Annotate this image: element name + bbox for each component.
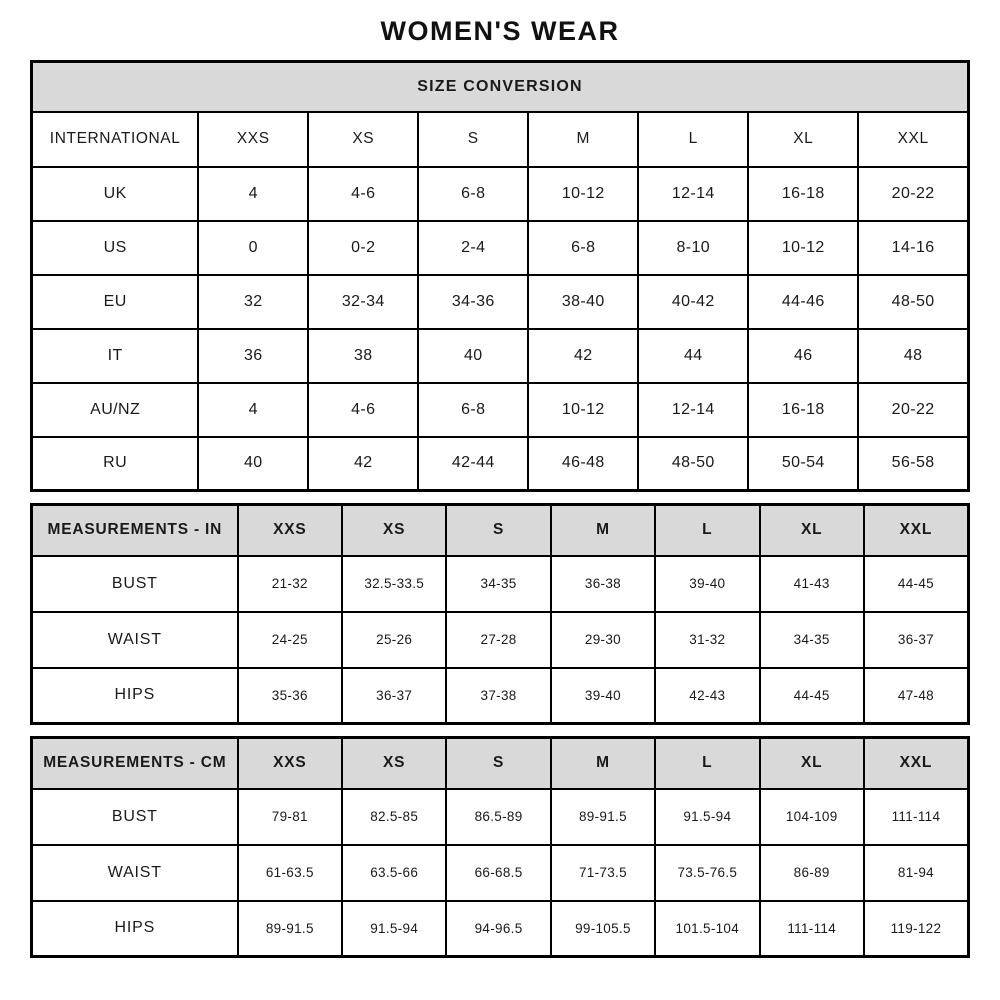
column-header: L xyxy=(655,738,759,789)
table-cell: 16-18 xyxy=(748,383,858,437)
table-cell: 0-2 xyxy=(308,221,418,275)
column-header: M xyxy=(551,505,655,556)
table-cell: 41-43 xyxy=(760,556,864,612)
row-label: RU xyxy=(32,437,199,491)
column-header: XXS xyxy=(238,738,342,789)
row-label: HIPS xyxy=(32,668,238,724)
table-cell: 34-36 xyxy=(418,275,528,329)
table-cell: 48-50 xyxy=(638,437,748,491)
table-cell: 20-22 xyxy=(858,383,968,437)
table-cell: 38-40 xyxy=(528,275,638,329)
column-header: XS xyxy=(308,112,418,167)
table-cell: 94-96.5 xyxy=(446,901,550,957)
table-cell: 91.5-94 xyxy=(655,789,759,845)
table-cell: 101.5-104 xyxy=(655,901,759,957)
row-label: EU xyxy=(32,275,199,329)
table-row xyxy=(32,612,969,668)
table-cell: 56-58 xyxy=(858,437,968,491)
column-header: XL xyxy=(748,112,858,167)
table-cell: 46 xyxy=(748,329,858,383)
table-cell: 0 xyxy=(198,221,308,275)
table-cell: 27-28 xyxy=(446,612,550,668)
row-label: UK xyxy=(32,167,199,221)
table-cell: 20-22 xyxy=(858,167,968,221)
table-cell: 29-30 xyxy=(551,612,655,668)
table-cell: 10-12 xyxy=(748,221,858,275)
table-cell: 44 xyxy=(638,329,748,383)
table-cell: 24-25 xyxy=(238,612,342,668)
table-cell: 39-40 xyxy=(655,556,759,612)
table-cell: 66-68.5 xyxy=(446,845,550,901)
row-label: HIPS xyxy=(32,901,238,957)
column-header: L xyxy=(638,112,748,167)
size-conversion-table xyxy=(30,60,970,492)
table-cell: 36 xyxy=(198,329,308,383)
table-title: MEASUREMENTS - CM xyxy=(32,738,238,789)
table-cell: 39-40 xyxy=(551,668,655,724)
column-header: XXL xyxy=(864,505,969,556)
row-label: US xyxy=(32,221,199,275)
table-cell: 36-37 xyxy=(342,668,446,724)
table-cell: 42 xyxy=(528,329,638,383)
table-cell: 16-18 xyxy=(748,167,858,221)
table-cell: 2-4 xyxy=(418,221,528,275)
table-row xyxy=(32,383,969,437)
table-cell: 44-45 xyxy=(760,668,864,724)
row-label: BUST xyxy=(32,556,238,612)
table-title-row xyxy=(32,62,969,112)
table-cell: 32 xyxy=(198,275,308,329)
table-cell: 111-114 xyxy=(760,901,864,957)
table-cell: 12-14 xyxy=(638,167,748,221)
row-label: IT xyxy=(32,329,199,383)
table-row xyxy=(32,275,969,329)
table-cell: 42-44 xyxy=(418,437,528,491)
table-cell: 32.5-33.5 xyxy=(342,556,446,612)
table-cell: 12-14 xyxy=(638,383,748,437)
table-cell: 42 xyxy=(308,437,418,491)
table-cell: 44-46 xyxy=(748,275,858,329)
row-label: WAIST xyxy=(32,845,238,901)
column-header-row xyxy=(32,738,969,789)
table-cell: 4-6 xyxy=(308,167,418,221)
measurements-in-table xyxy=(30,503,970,725)
table-cell: 40-42 xyxy=(638,275,748,329)
column-header: XS xyxy=(342,738,446,789)
table-cell: 99-105.5 xyxy=(551,901,655,957)
table-row xyxy=(32,901,969,957)
table-cell: 82.5-85 xyxy=(342,789,446,845)
table-cell: 36-37 xyxy=(864,612,969,668)
column-header: S xyxy=(446,738,550,789)
table-cell: 32-34 xyxy=(308,275,418,329)
table-cell: 89-91.5 xyxy=(551,789,655,845)
table-cell: 79-81 xyxy=(238,789,342,845)
table-row xyxy=(32,437,969,491)
table-cell: 86.5-89 xyxy=(446,789,550,845)
column-header: M xyxy=(551,738,655,789)
table-cell: 25-26 xyxy=(342,612,446,668)
column-header: XL xyxy=(760,505,864,556)
column-header: S xyxy=(446,505,550,556)
table-cell: 50-54 xyxy=(748,437,858,491)
column-header: XS xyxy=(342,505,446,556)
table-cell: 6-8 xyxy=(418,383,528,437)
column-header: XXS xyxy=(238,505,342,556)
table-row xyxy=(32,668,969,724)
table-cell: 63.5-66 xyxy=(342,845,446,901)
table-cell: 34-35 xyxy=(760,612,864,668)
table-cell: 47-48 xyxy=(864,668,969,724)
column-header-row xyxy=(32,505,969,556)
table-cell: 10-12 xyxy=(528,383,638,437)
table-cell: 35-36 xyxy=(238,668,342,724)
table-cell: 89-91.5 xyxy=(238,901,342,957)
table-cell: 81-94 xyxy=(864,845,969,901)
table-row xyxy=(32,556,969,612)
table-cell: 73.5-76.5 xyxy=(655,845,759,901)
row-label: BUST xyxy=(32,789,238,845)
table-cell: 4 xyxy=(198,167,308,221)
column-header: L xyxy=(655,505,759,556)
table-title: MEASUREMENTS - IN xyxy=(32,505,238,556)
row-label: AU/NZ xyxy=(32,383,199,437)
column-header: XXL xyxy=(858,112,968,167)
column-header: S xyxy=(418,112,528,167)
column-header: INTERNATIONAL xyxy=(32,112,199,167)
table-cell: 37-38 xyxy=(446,668,550,724)
table-cell: 40 xyxy=(418,329,528,383)
table-cell: 6-8 xyxy=(418,167,528,221)
column-header: XL xyxy=(760,738,864,789)
table-cell: 48 xyxy=(858,329,968,383)
table-cell: 111-114 xyxy=(864,789,969,845)
table-cell: 38 xyxy=(308,329,418,383)
table-cell: 91.5-94 xyxy=(342,901,446,957)
page-title: WOMEN'S WEAR xyxy=(380,16,620,46)
table-cell: 8-10 xyxy=(638,221,748,275)
table-cell: 71-73.5 xyxy=(551,845,655,901)
table-cell: 4-6 xyxy=(308,383,418,437)
table-cell: 10-12 xyxy=(528,167,638,221)
table-cell: 36-38 xyxy=(551,556,655,612)
table-cell: 4 xyxy=(198,383,308,437)
table-cell: 34-35 xyxy=(446,556,550,612)
table-cell: 61-63.5 xyxy=(238,845,342,901)
table-row xyxy=(32,221,969,275)
table-cell: 119-122 xyxy=(864,901,969,957)
column-header: XXS xyxy=(198,112,308,167)
column-header-row xyxy=(32,112,969,167)
table-cell: 46-48 xyxy=(528,437,638,491)
table-cell: 6-8 xyxy=(528,221,638,275)
table-row xyxy=(32,329,969,383)
table-cell: 48-50 xyxy=(858,275,968,329)
row-label: WAIST xyxy=(32,612,238,668)
table-row xyxy=(32,789,969,845)
table-row xyxy=(32,845,969,901)
column-header: M xyxy=(528,112,638,167)
table-cell: 104-109 xyxy=(760,789,864,845)
table-row xyxy=(32,167,969,221)
table-cell: 31-32 xyxy=(655,612,759,668)
measurements-cm-table xyxy=(30,736,970,958)
table-cell: 42-43 xyxy=(655,668,759,724)
table-title: SIZE CONVERSION xyxy=(32,62,969,112)
table-cell: 86-89 xyxy=(760,845,864,901)
table-cell: 21-32 xyxy=(238,556,342,612)
table-cell: 40 xyxy=(198,437,308,491)
table-cell: 44-45 xyxy=(864,556,969,612)
table-cell: 14-16 xyxy=(858,221,968,275)
column-header: XXL xyxy=(864,738,969,789)
